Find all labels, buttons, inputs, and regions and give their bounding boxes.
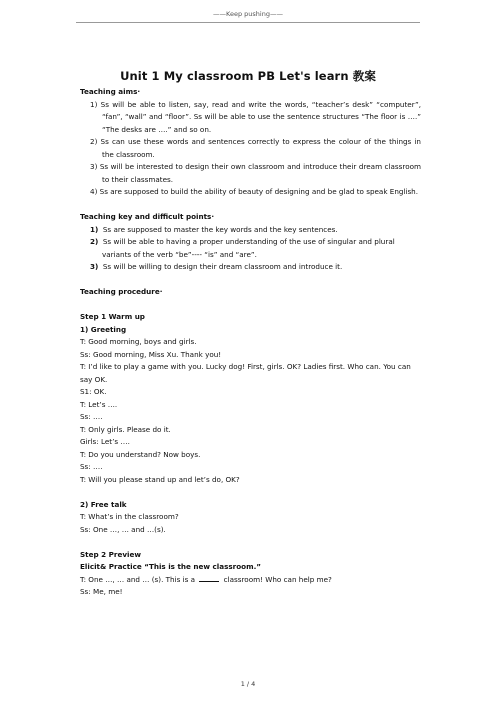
step2-heading: Step 2 Preview <box>80 549 141 559</box>
dialogue-fragment: T: One …, … and … (s). This is a <box>80 574 196 584</box>
key-point-number: 3) <box>90 262 99 271</box>
teaching-aims-heading: Teaching aims· <box>80 87 141 96</box>
page-title: Unit 1 My classroom PB Let's learn 教案 <box>120 69 376 83</box>
elicit-heading: Elicit& Practice “This is the new classroom.” <box>80 562 262 571</box>
dialogue-line: T: Let’s …. <box>80 399 118 409</box>
key-point-number: 2) <box>90 237 99 246</box>
dialogue-line: T: Will you please stand up and let’s do, OK? <box>80 474 240 484</box>
dialogue-line: T: Do you understand? Now boys. <box>80 449 201 459</box>
dialogue-line <box>80 574 421 587</box>
key-point-text: Ss will be willing to design their dream classroom and introduce it. <box>102 262 343 271</box>
key-point-item <box>80 236 421 261</box>
fill-in-blank <box>199 574 219 582</box>
key-point-item <box>80 224 421 237</box>
page-number: 1 / 4 <box>240 680 256 688</box>
dialogue-fragment: classroom! Who can help me? <box>223 574 332 584</box>
dialogue-line: Ss: One …, … and …(s). <box>80 524 166 534</box>
running-header: ——Keep pushing—— <box>213 10 283 18</box>
dialogue-line: T: What’s in the classroom? <box>80 512 179 521</box>
dialogue-line: Ss: …. <box>80 462 103 471</box>
key-points-heading: Teaching key and difficult points· <box>80 212 215 221</box>
aim-item: 2) Ss can use these words and sentences correctly to express the colour of the things in the classroom. <box>90 137 421 159</box>
key-point-text: Ss are supposed to master the key words and the key sentences. <box>102 224 338 234</box>
aim-item: 4) Ss are supposed to build the ability of beauty of designing and be glad to speak English. <box>90 187 419 196</box>
dialogue-line: T: I’d like to play a game with you. Lucky dog! First, girls. OK? Ladies first. Who can. You can say OK. <box>80 362 411 384</box>
document-body <box>80 86 421 599</box>
header-rule <box>76 22 420 23</box>
step1-heading: Step 1 Warm up <box>80 312 145 321</box>
aim-item: 3) Ss will be interested to design their own classroom and introduce their dream classroom to their classmates. <box>90 162 421 184</box>
key-point-number: 1) <box>90 224 99 234</box>
key-point-text: Ss will be able to having a proper understanding of the use of singular and plural variants of the verb “be”---- “is” and “are”. <box>102 237 395 259</box>
greeting-heading: 1) Greeting <box>80 324 127 334</box>
aim-item: 1) Ss will be able to listen, say, read and write the words, “teacher’s desk” “computer”, “fan”, “wall” and “floor”. Ss will be able to use the sentence structures “The floor is ….” “The desks are ….” and so on. <box>90 99 421 134</box>
free-talk-heading: 2) Free talk <box>80 499 127 509</box>
dialogue-line: Ss: Good morning, Miss Xu. Thank you! <box>80 349 222 359</box>
dialogue-line: S1: OK. <box>80 387 107 396</box>
dialogue-line: Girls: Let’s …. <box>80 437 130 446</box>
dialogue-line: T: Good morning, boys and girls. <box>80 337 197 346</box>
key-point-item <box>80 261 421 274</box>
dialogue-line: Ss: …. <box>80 412 103 421</box>
procedure-heading: Teaching procedure· <box>80 287 163 296</box>
dialogue-line: T: Only girls. Please do it. <box>80 424 171 434</box>
dialogue-line: Ss: Me, me! <box>80 587 123 596</box>
